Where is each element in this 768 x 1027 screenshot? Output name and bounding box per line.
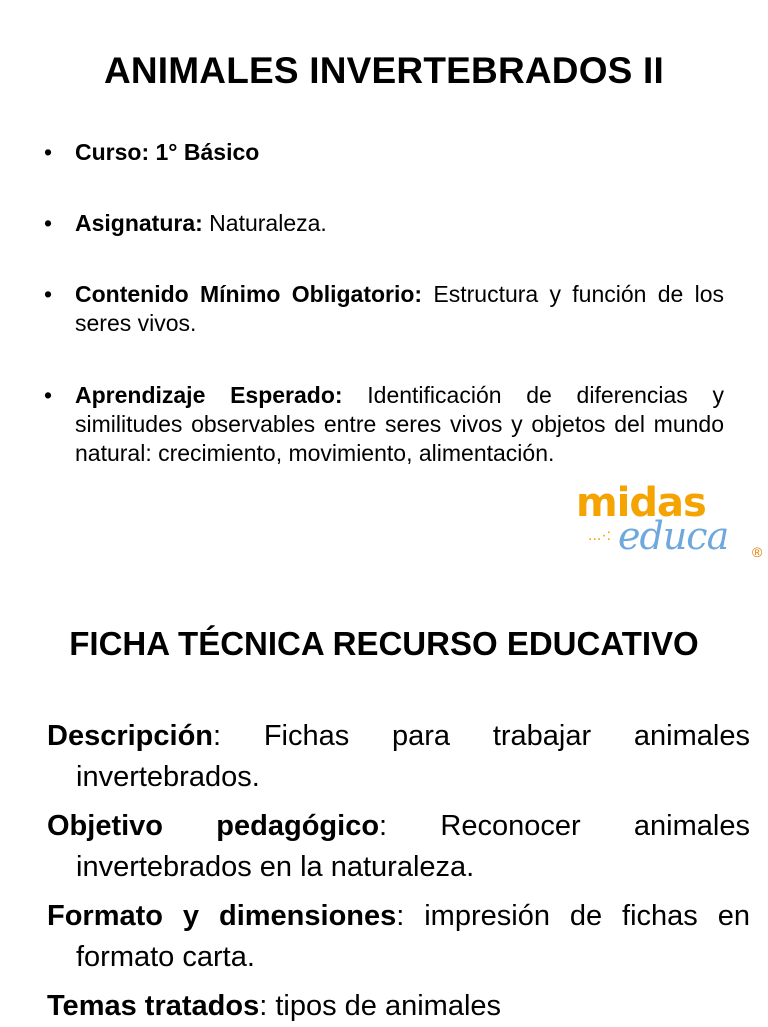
slide-title: ANIMALES INVERTEBRADOS II [103,50,665,91]
bullet-text [75,280,724,338]
registered-mark-icon: ® [752,544,763,560]
bullet-text [75,209,724,238]
field-objetivo [47,806,750,888]
logo-dots: ...·: [588,527,612,544]
bullet-label: Aprendizaje Esperado: [75,382,343,408]
bullet-aprendizaje [44,381,724,468]
bullet-dot-icon: • [44,281,53,307]
field-temas [47,986,750,1027]
bullet-asignatura [44,209,724,238]
bullet-label: Curso: 1° Básico [75,139,260,165]
field-value: : Fichas para trabajar animales invertebrados. [76,720,750,793]
bullet-text [75,381,724,468]
bullet-curso [44,138,724,167]
bullet-label: Asignatura: [75,210,203,236]
section-title: FICHA TÉCNICA RECURSO EDUCATIVO [69,625,699,662]
field-descripcion [47,716,750,798]
bullet-label: Contenido Mínimo Obligatorio: [75,281,423,307]
bullet-dot-icon: • [44,382,53,408]
field-value: : Reconocer animales invertebrados en la naturaleza. [76,810,750,883]
bullet-dot-icon: • [44,139,53,165]
midas-educa-logo [574,480,768,564]
bullet-contenido [44,280,724,338]
bullet-dot-icon: • [44,210,53,236]
field-label: Descripción [47,720,213,752]
field-label: Temas tratados [47,990,260,1022]
logo-midas-text: midas [576,480,706,526]
field-value: : impresión de fichas en formato carta. [76,900,750,973]
bullet-text [75,138,724,167]
field-value: : tipos de animales [259,990,502,1022]
bullet-value: Naturaleza. [202,210,327,236]
logo-educa-text: educa [618,514,729,558]
field-label: Formato y dimensiones [47,900,397,932]
bullet-value: Identificación de diferencias y similitudes observables entre seres vivos y objetos del mundo natural: crecimiento, movimiento, alimentación. [75,382,724,466]
field-label: Objetivo pedagógico [47,810,380,842]
field-formato [47,896,750,978]
bullet-value: Estructura y función de los seres vivos. [75,281,724,336]
